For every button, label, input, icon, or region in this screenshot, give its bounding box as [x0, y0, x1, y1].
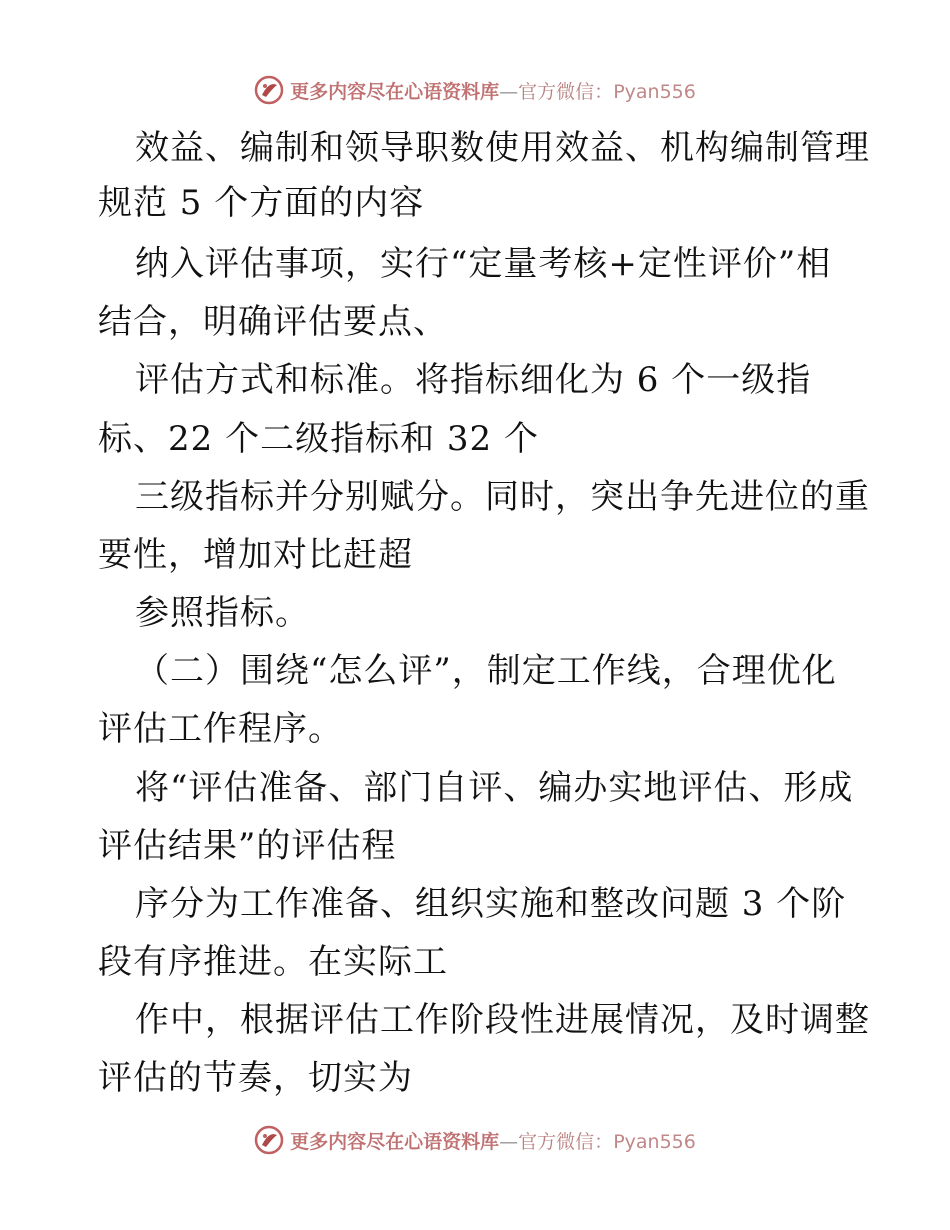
- watermark-logo-icon: [254, 75, 284, 105]
- text-line-4: 结合，明确评估要点、: [98, 302, 448, 342]
- text-line-16: 作中，根据评估工作阶段性进展情况，及时调整: [135, 1000, 870, 1040]
- text-line-1: 效益、编制和领导职数使用效益、机构编制管理: [135, 128, 870, 168]
- text-line-5: 评估方式和标准。将指标细化为 6 个一级指: [135, 360, 812, 400]
- text-line-8: 要性，增加对比赶超: [98, 535, 413, 575]
- watermark-text: [290, 1127, 696, 1154]
- watermark-label: 官方微信：: [518, 80, 614, 103]
- text-line-15: 段有序推进。在实际工: [98, 942, 448, 982]
- footer-watermark: [0, 1122, 950, 1158]
- header-watermark: [0, 72, 950, 108]
- text-line-17: 评估的节奏，切实为: [98, 1058, 413, 1098]
- watermark-text: [290, 77, 696, 104]
- watermark-name: 更多内容尽在心语资料库: [290, 80, 500, 103]
- watermark-logo-icon: [254, 1125, 284, 1155]
- text-line-7: 三级指标并分别赋分。同时，突出争先进位的重: [135, 477, 870, 517]
- text-line-14: 序分为工作准备、组织实施和整改问题 3 个阶: [135, 884, 847, 924]
- watermark-name: 更多内容尽在心语资料库: [290, 1130, 500, 1153]
- text-line-2: 规范 5 个方面的内容: [98, 183, 425, 223]
- watermark-separator: —: [499, 80, 519, 103]
- text-line-10: （二）围绕“怎么评”，制定工作线，合理优化: [135, 651, 837, 691]
- watermark-id: Pyan556: [613, 80, 696, 103]
- text-line-3: 纳入评估事项，实行“定量考核+定性评价”相: [135, 244, 832, 284]
- text-line-12: 将“评估准备、部门自评、编办实地评估、形成: [135, 768, 854, 808]
- text-line-11: 评估工作程序。: [98, 709, 343, 749]
- text-line-13: 评估结果”的评估程: [98, 826, 397, 866]
- watermark-id: Pyan556: [613, 1130, 696, 1153]
- text-line-6: 标、22 个二级指标和 32 个: [98, 419, 539, 459]
- watermark-separator: —: [499, 1130, 519, 1153]
- watermark-label: 官方微信：: [518, 1130, 614, 1153]
- text-line-9: 参照指标。: [135, 593, 310, 633]
